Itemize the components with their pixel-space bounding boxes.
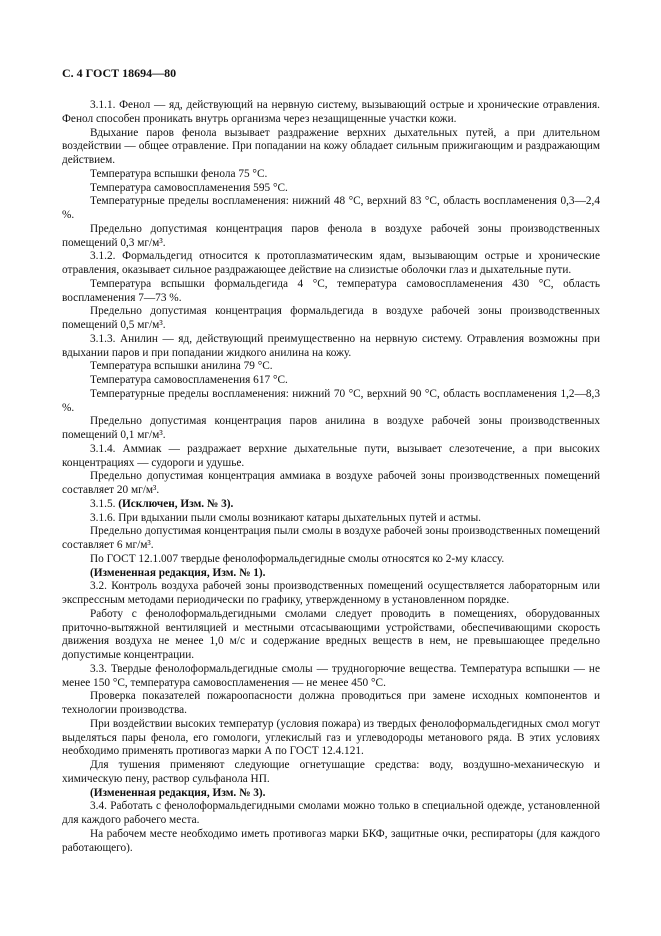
paragraph	[62, 512, 600, 526]
paragraph-text: Предельно допустимая концентрация паров анилина в воздухе рабочей зоны производственных помещений 0,1 мг/м³.	[62, 415, 600, 441]
paragraph	[62, 250, 600, 278]
paragraph-text: Температурные пределы воспламенения: нижний 48 °С, верхний 83 °С, область воспламенения 0,3—2,4 %.	[62, 195, 600, 221]
paragraph	[62, 223, 600, 251]
paragraph-text: 3.1.2. Формальдегид относится к протоплазматическим ядам, вызывающим острые и хронические отравления, оказывает сильное раздражающее действие на слизистые оболочки глаз и дыхательные пути.	[62, 250, 600, 276]
amendment-note: (Измененная редакция, Изм. № 3).	[90, 786, 266, 799]
paragraph	[62, 553, 600, 567]
paragraph-text: Температура самовоспламенения 595 °С.	[90, 181, 288, 194]
paragraph	[62, 498, 600, 512]
paragraph	[62, 182, 600, 196]
paragraph	[62, 443, 600, 471]
paragraph-text: 3.2. Контроль воздуха рабочей зоны производственных помещений осуществляется лабораторным или экспрессным методами периодически по графику, утвержденному в установленном порядке.	[62, 580, 600, 606]
paragraph	[62, 828, 600, 856]
paragraph-text: Предельно допустимая концентрация паров фенола в воздухе рабочей зоны производственных помещений 0,3 мг/м³.	[62, 222, 600, 249]
paragraph-text: На рабочем месте необходимо иметь противогаз марки БКФ, защитные очки, респираторы (для каждого работающего).	[62, 827, 600, 854]
paragraph-text: По ГОСТ 12.1.007 твердые фенолоформальдегидные смолы относятся ко 2-му классу.	[90, 552, 505, 565]
paragraph-text: Предельно допустимая концентрация пыли смолы в воздухе рабочей зоны производственных помещений составляет 6 мг/м³.	[62, 525, 600, 551]
paragraph	[62, 305, 600, 333]
amendment-note: (Измененная редакция, Изм. № 1).	[90, 566, 266, 579]
paragraph	[62, 388, 600, 416]
paragraph-text: Работу с фенолоформальдегидными смолами следует проводить в помещениях, оборудованных приточно-вытяжной вентиляцией и местными отсасывающими устройствами, обеспечивающими скорость движения воздуха не менее 1,0 м/с и содержание вредных веществ в нем, не превышающее предельно допустимые концентрации.	[62, 607, 600, 661]
paragraph-text: При воздействии высоких температур (условия пожара) из твердых фенолоформальдегидных смол могут выделяться пары фенола, его гомологи, углекислый газ и углеводороды метанового ряда. В этих условиях необходимо применять противогаз марки А по ГОСТ 12.4.121.	[62, 717, 600, 758]
paragraph-text: Температурные пределы воспламенения: нижний 70 °С, верхний 90 °С, область воспламенения 1,2—8,3 %.	[62, 387, 600, 414]
paragraph	[62, 580, 600, 608]
paragraph	[62, 195, 600, 223]
paragraph-text: 3.1.6. При вдыхании пыли смолы возникают катары дыхательных путей и астмы.	[90, 511, 481, 524]
paragraph-text: 3.3. Твердые фенолоформальдегидные смолы — трудногорючие вещества. Температура вспышки — не менее 150 °С, температура самовоспламенения — не менее 450 °С.	[62, 662, 600, 689]
paragraph	[62, 663, 600, 691]
paragraph-text: Проверка показателей пожароопасности должна проводиться при замене исходных компонентов и технологии производства.	[62, 690, 600, 716]
paragraph	[62, 470, 600, 498]
paragraph	[62, 415, 600, 443]
paragraph-text: Температура самовоспламенения 617 °С.	[90, 374, 288, 386]
paragraph-text: Для тушения применяют следующие огнетушащие средства: воду, воздушно-механическую и химическую пену, раствор сульфанола НП.	[62, 759, 600, 785]
paragraph-text: 3.1.5.	[90, 497, 116, 510]
paragraph-text: 3.1.3. Анилин — яд, действующий преимущественно на нервную систему. Отравления возможны при вдыхании паров и при попадании жидкого анилина на кожу.	[62, 332, 600, 359]
paragraph-text: Температура вспышки фенола 75 °С.	[90, 167, 268, 180]
paragraph-text: 3.1.4. Аммиак — раздражает верхние дыхательные пути, вызывает слезотечение, а при высоких концентрациях — судороги и удушье.	[62, 442, 600, 469]
paragraph-text: 3.4. Работать с фенолоформальдегидными смолами можно только в специальной одежде, установленной для каждого рабочего места.	[62, 800, 600, 826]
paragraph	[62, 800, 600, 828]
paragraph	[62, 168, 600, 182]
paragraph	[62, 690, 600, 718]
page-header: С. 4 ГОСТ 18694—80	[62, 66, 177, 80]
paragraph	[62, 567, 600, 581]
paragraph	[62, 333, 600, 361]
paragraph	[62, 787, 600, 801]
paragraph	[62, 525, 600, 553]
paragraph-text: 3.1.1. Фенол — яд, действующий на нервную систему, вызывающий острые и хронические отравления. Фенол способен проникать внутрь организма через незащищенные участки кожи.	[62, 99, 600, 125]
paragraph-text: Предельно допустимая концентрация аммиака в воздухе рабочей зоны производственных помещений составляет 20 мг/м³.	[62, 470, 600, 496]
paragraph	[62, 278, 600, 306]
paragraph	[62, 127, 600, 168]
paragraph	[62, 608, 600, 663]
paragraph-text: Вдыхание паров фенола вызывает раздражение верхних дыхательных путей, а при длительном воздействии — общее отравление. При попадании на кожу обладает сильным прижигающим и раздражающим действием.	[62, 126, 600, 166]
document-body	[62, 99, 600, 855]
paragraph	[62, 718, 600, 759]
paragraph	[62, 99, 600, 127]
paragraph-text: Температура вспышки формальдегида 4 °С, температура самовоспламенения 430 °С, область воспламенения 7—73 %.	[62, 277, 600, 304]
paragraph-text: Температура вспышки анилина 79 °С.	[90, 360, 273, 373]
paragraph	[62, 759, 600, 787]
paragraph	[62, 374, 600, 388]
paragraph	[62, 360, 600, 374]
paragraph-text: Предельно допустимая концентрация формальдегида в воздухе рабочей зоны производственных помещений 0,5 мг/м³.	[62, 305, 600, 331]
amendment-note: (Исключен, Изм. № 3).	[115, 497, 234, 510]
